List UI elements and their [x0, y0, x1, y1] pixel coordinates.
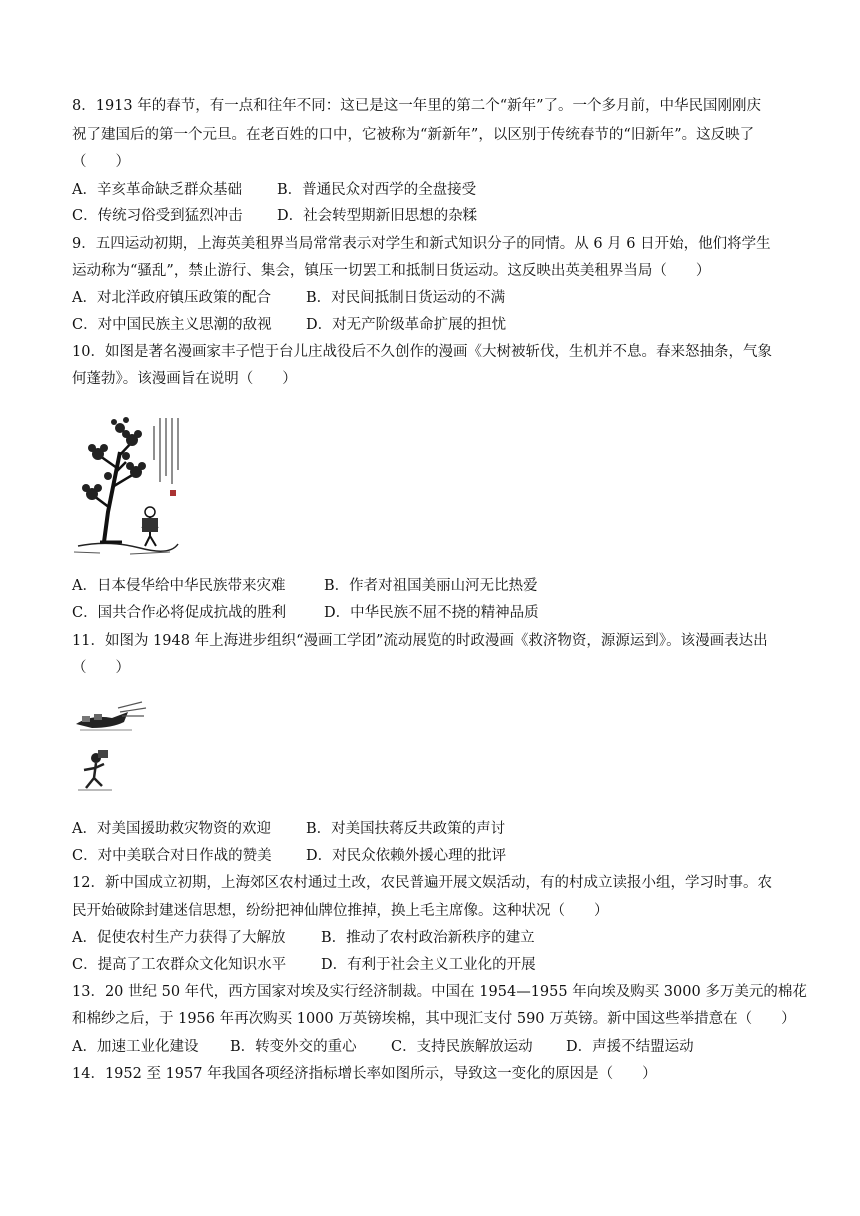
q13-options-row-1 [72, 1038, 694, 1056]
q9-options-row-2 [72, 316, 506, 334]
q12-option-d[interactable]: D．有利于社会主义工业化的开展 [321, 957, 536, 973]
q9-option-d[interactable]: D．对无产阶级革命扩展的担忧 [306, 317, 507, 333]
q10-option-a[interactable]: A．日本侵华给中华民族带来灾难 [72, 578, 286, 594]
q14-stem-line-1: 14．1952 至 1957 年我国各项经济指标增长率如图所示，导致这一变化的原因是（ ） [72, 1066, 657, 1082]
q11-stem-line-2: （ ） [72, 660, 130, 676]
q11-options-row-2 [72, 847, 506, 865]
q8-options-row-1 [72, 181, 476, 199]
q8-option-a[interactable]: A．辛亥革命缺乏群众基础 [72, 182, 242, 198]
q10-options-row-1 [72, 577, 538, 595]
q11-option-a[interactable]: A．对美国援助救灾物资的欢迎 [72, 821, 271, 837]
q9-option-b[interactable]: B．对民间抵制日货运动的不满 [306, 290, 506, 306]
q11-options-row-1 [72, 820, 505, 838]
q12-options-row-1 [72, 929, 535, 947]
q12-stem-line-1: 12．新中国成立初期，上海郊区农村通过土改，农民普遍开展文娱活动，有的村成立读报小组，学习时事。农 [72, 875, 772, 891]
q11-option-b[interactable]: B．对美国扶蒋反共政策的声讨 [306, 821, 506, 837]
q10-options-row-2 [72, 604, 539, 622]
q12-options-row-2 [72, 956, 536, 974]
q12-option-c[interactable]: C．提高了工农群众文化知识水平 [72, 957, 287, 973]
q10-option-d[interactable]: D．中华民族不屈不挠的精神品质 [324, 605, 539, 621]
q8-stem-line-2: 祝了建国后的第一个元旦。在老百姓的口中，它被称为“新新年”，以区别于传统春节的“旧新年”。这反映了 [72, 127, 755, 143]
q8-option-c[interactable]: C．传统习俗受到猛烈冲击 [72, 208, 243, 224]
q10-option-b[interactable]: B．作者对祖国美丽山河无比热爱 [324, 578, 538, 594]
q13-option-d[interactable]: D．声援不结盟运动 [566, 1039, 694, 1055]
q12-option-a[interactable]: A．促使农村生产力获得了大解放 [72, 930, 286, 946]
q13-option-b[interactable]: B．转变外交的重心 [230, 1039, 357, 1055]
q9-options-row-1 [72, 289, 505, 307]
q12-stem-line-2: 民开始破除封建迷信思想，纷纷把神仙牌位推掉，换上毛主席像。这种状况（ ） [72, 903, 609, 919]
q13-stem-line-2: 和棉纱之后，于 1956 年再次购买 1000 万英镑埃棉，其中现汇支付 590 万英镑。新中国这些举措意在（ ） [72, 1011, 796, 1027]
q11-stem-line-1: 11．如图为 1948 年上海进步组织“漫画工学团”流动展览的时政漫画《救济物资，源源运到》。该漫画表达出 [72, 633, 768, 649]
q8-stem-line-1: 8．1913 年的春节，有一点和往年不同：这已是这一年里的第二个“新年”了。一个多月前，中华民国刚刚庆 [72, 98, 762, 114]
q10-option-c[interactable]: C．国共合作必将促成抗战的胜利 [72, 605, 287, 621]
q10-cartoon-tree-image [70, 412, 182, 560]
q13-stem-line-1: 13．20 世纪 50 年代，西方国家对埃及实行经济制裁。中国在 1954—1955 年向埃及购买 3000 多万美元的棉花 [72, 984, 807, 1000]
q11-option-d[interactable]: D．对民众依赖外援心理的批评 [306, 848, 507, 864]
q10-stem-line-1: 10．如图是著名漫画家丰子恺于台儿庄战役后不久创作的漫画《大树被斩伐，生机并不息。春来怒抽条，气象 [72, 344, 772, 360]
q8-option-b[interactable]: B．普通民众对西学的全盘接受 [277, 182, 477, 198]
q8-stem-line-3: （ ） [72, 154, 130, 170]
q8-options-row-2 [72, 207, 477, 225]
q9-stem-line-2: 运动称为“骚乱”，禁止游行、集会，镇压一切罢工和抵制日货运动。这反映出英美租界当局（ ） [72, 263, 711, 279]
q13-option-c[interactable]: C．支持民族解放运动 [391, 1039, 533, 1055]
q13-option-a[interactable]: A．加速工业化建设 [72, 1039, 199, 1055]
q10-stem-line-2: 何蓬勃》。该漫画旨在说明（ ） [72, 371, 297, 387]
q12-option-b[interactable]: B．推动了农村政治新秩序的建立 [321, 930, 535, 946]
q11-option-c[interactable]: C．对中美联合对日作战的赞美 [72, 848, 272, 864]
q9-stem-line-1: 9．五四运动初期，上海英美租界当局常常表示对学生和新式知识分子的同情。从 6 月 6 日开始，他们将学生 [72, 236, 771, 252]
q11-cartoon-relief-image [72, 700, 148, 794]
q9-option-a[interactable]: A．对北洋政府镇压政策的配合 [72, 290, 271, 306]
q8-option-d[interactable]: D．社会转型期新旧思想的杂糅 [277, 208, 478, 224]
q9-option-c[interactable]: C．对中国民族主义思潮的敌视 [72, 317, 272, 333]
